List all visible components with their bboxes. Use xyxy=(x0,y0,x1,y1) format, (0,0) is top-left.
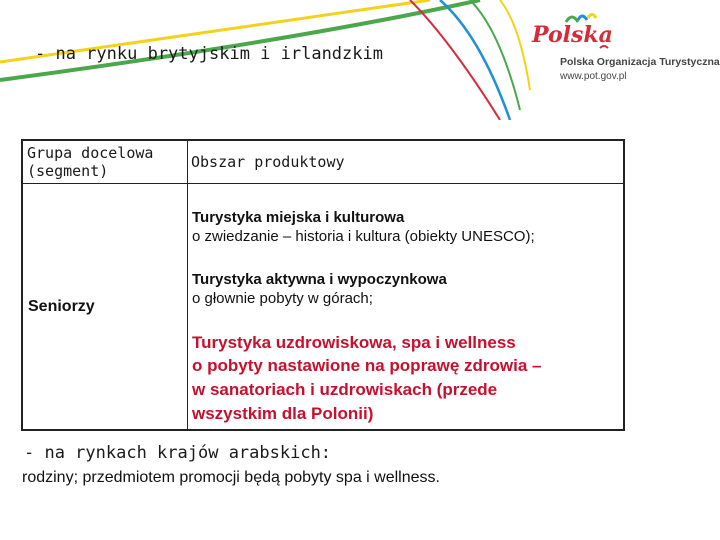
logo-word: Polska xyxy=(532,22,613,48)
product-item: o głownie pobyty w górach; xyxy=(192,290,373,307)
market-heading-arab: - na rynkach krajów arabskich: xyxy=(24,443,332,463)
segment-cell: Seniorzy xyxy=(22,184,188,431)
target-group-table xyxy=(21,139,625,431)
product-item: o zwiedzanie – historia i kultura (obiekty UNESCO); xyxy=(192,228,535,245)
product-title: Turystyka miejska i kulturowa xyxy=(192,209,405,226)
market-heading-uk-ireland: - na rynku brytyjskim i irlandzkim xyxy=(35,44,383,64)
product-item-highlight: wszystkim dla Polonii) xyxy=(192,404,374,423)
product-title: Turystyka aktywna i wypoczynkowa xyxy=(192,271,447,288)
col-header-target-group xyxy=(22,140,188,184)
footer-text: rodziny; przedmiotem promocji będą pobyty spa i wellness. xyxy=(22,469,440,486)
col-header-product-area: Obszar produktowy xyxy=(188,140,625,184)
col-header-line1: Grupa docelowa xyxy=(27,144,154,162)
col-header-line2: (segment) xyxy=(27,162,109,180)
product-title-highlight: Turystyka uzdrowiskowa, spa i wellness xyxy=(192,333,516,352)
product-item-highlight: o pobyty nastawione na poprawę zdrowia – xyxy=(192,356,542,375)
org-url: www.pot.gov.pl xyxy=(560,71,627,82)
table-row xyxy=(22,184,624,431)
product-item-highlight: w sanatoriach i uzdrowiskach (przede xyxy=(192,380,498,399)
table-header-row xyxy=(22,140,624,184)
org-name: Polska Organizacja Turystyczna xyxy=(560,56,720,68)
products-cell xyxy=(188,184,625,431)
